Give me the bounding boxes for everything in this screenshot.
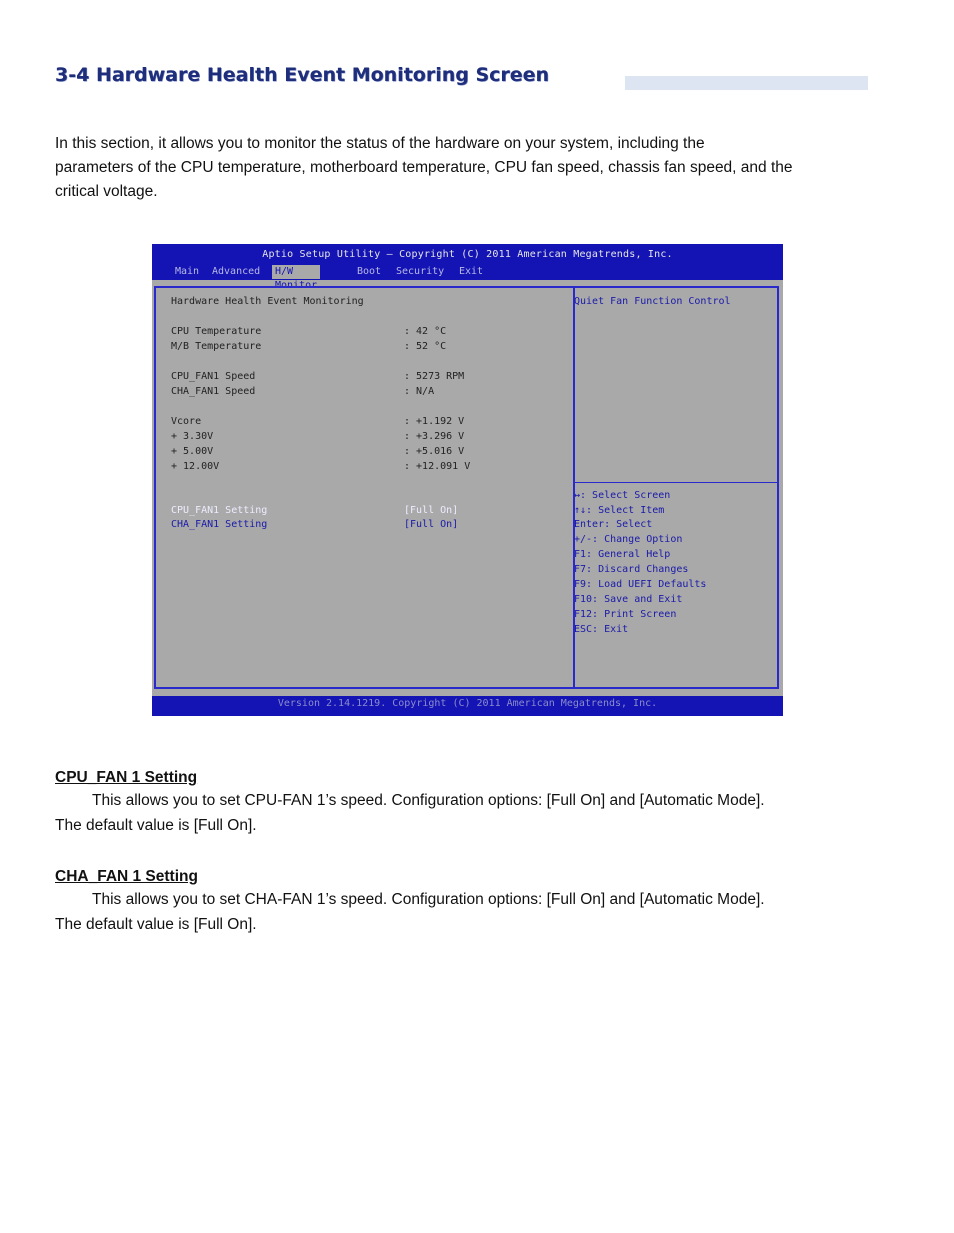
bios-key-hint: ESC: Exit — [574, 624, 629, 635]
intro-line: parameters of the CPU temperature, motherboard temperature, CPU fan speed, chassis fan speed, and the — [55, 159, 793, 176]
bios-tab-security: Security — [396, 266, 445, 277]
bios-reading-label: CPU_FAN1 Speed — [171, 371, 256, 382]
bios-key-hint: F1: General Help — [574, 549, 671, 560]
bios-reading-label: + 5.00V — [171, 446, 214, 457]
bios-setting-cpu-fan1[interactable]: CPU_FAN1 Setting — [171, 505, 268, 516]
bios-setting-cha-fan1-value[interactable]: [Full On] — [404, 519, 459, 530]
bios-header-bar — [152, 244, 783, 291]
bios-tab-exit: Exit — [459, 266, 484, 277]
bios-reading-value: : +1.192 V — [404, 416, 465, 427]
cha-fan-setting-heading: CHA_FAN 1 Setting — [55, 868, 198, 885]
bios-tab-advanced: Advanced — [212, 266, 261, 277]
bios-reading-value: : 52 °C — [404, 341, 447, 352]
intro-paragraph — [55, 132, 885, 204]
bios-key-hint: Enter: Select — [574, 519, 653, 530]
cha-fan-setting-description — [55, 888, 895, 937]
bios-screenshot — [152, 244, 783, 716]
bios-section-title: Hardware Health Event Monitoring — [171, 296, 364, 307]
bios-reading-value: : N/A — [404, 386, 435, 397]
bios-key-hint: ↑↓: Select Item — [574, 505, 665, 516]
section-heading: 3-4 Hardware Health Event Monitoring Screen — [55, 64, 550, 86]
bios-setting-cpu-fan1-value[interactable]: [Full On] — [404, 505, 459, 516]
bios-reading-value: : +3.296 V — [404, 431, 465, 442]
bios-reading-label: M/B Temperature — [171, 341, 262, 352]
bios-key-hint: F10: Save and Exit — [574, 594, 683, 605]
bios-reading-label: + 3.30V — [171, 431, 214, 442]
bios-key-hint: F12: Print Screen — [574, 609, 677, 620]
bios-main-frame — [154, 286, 779, 689]
cpu-fan-setting-heading: CPU_FAN 1 Setting — [55, 769, 198, 786]
cha-fan-default-line: The default value is [Full On]. — [55, 915, 257, 933]
cha-fan-description-line: This allows you to set CHA-FAN 1’s speed. Configuration options: [Full On] and [Automatic Mode]. — [92, 891, 765, 908]
bios-help-separator — [575, 482, 777, 483]
bios-key-hint: +/-: Change Option — [574, 534, 683, 545]
bios-help-title: Quiet Fan Function Control — [574, 296, 731, 307]
bios-reading-value: : 5273 RPM — [404, 371, 465, 382]
bios-key-hint: F9: Load UEFI Defaults — [574, 579, 707, 590]
cpu-fan-description-line: This allows you to set CPU-FAN 1’s speed. Configuration options: [Full On] and [Automatic Mode]. — [92, 792, 765, 809]
bios-key-hint: ↔: Select Screen — [574, 490, 671, 501]
intro-line: In this section, it allows you to monitor the status of the hardware on your system, including the — [55, 135, 705, 152]
bios-setting-cha-fan1[interactable]: CHA_FAN1 Setting — [171, 519, 268, 530]
bios-reading-label: Vcore — [171, 416, 202, 427]
bios-reading-label: + 12.00V — [171, 461, 220, 472]
bios-footer-bar — [152, 696, 783, 716]
bios-tab-main: Main — [175, 266, 200, 277]
bios-reading-label: CPU Temperature — [171, 326, 262, 337]
cpu-fan-setting-description — [55, 789, 895, 838]
bios-reading-value: : +12.091 V — [404, 461, 471, 472]
bios-reading-value: : +5.016 V — [404, 446, 465, 457]
intro-line: critical voltage. — [55, 183, 158, 200]
bios-tab-hw-monitor: H/W Monitor — [272, 265, 320, 279]
bios-tab-boot: Boot — [357, 266, 382, 277]
heading-decoration-bar — [625, 76, 868, 90]
bios-title: Aptio Setup Utility – Copyright (C) 2011 American Megatrends, Inc. — [262, 249, 673, 260]
bios-key-hint: F7: Discard Changes — [574, 564, 689, 575]
cpu-fan-default-line: The default value is [Full On]. — [55, 816, 257, 834]
bios-footer-text: Version 2.14.1219. Copyright (C) 2011 American Megatrends, Inc. — [277, 698, 658, 709]
bios-reading-label: CHA_FAN1 Speed — [171, 386, 256, 397]
bios-reading-value: : 42 °C — [404, 326, 447, 337]
